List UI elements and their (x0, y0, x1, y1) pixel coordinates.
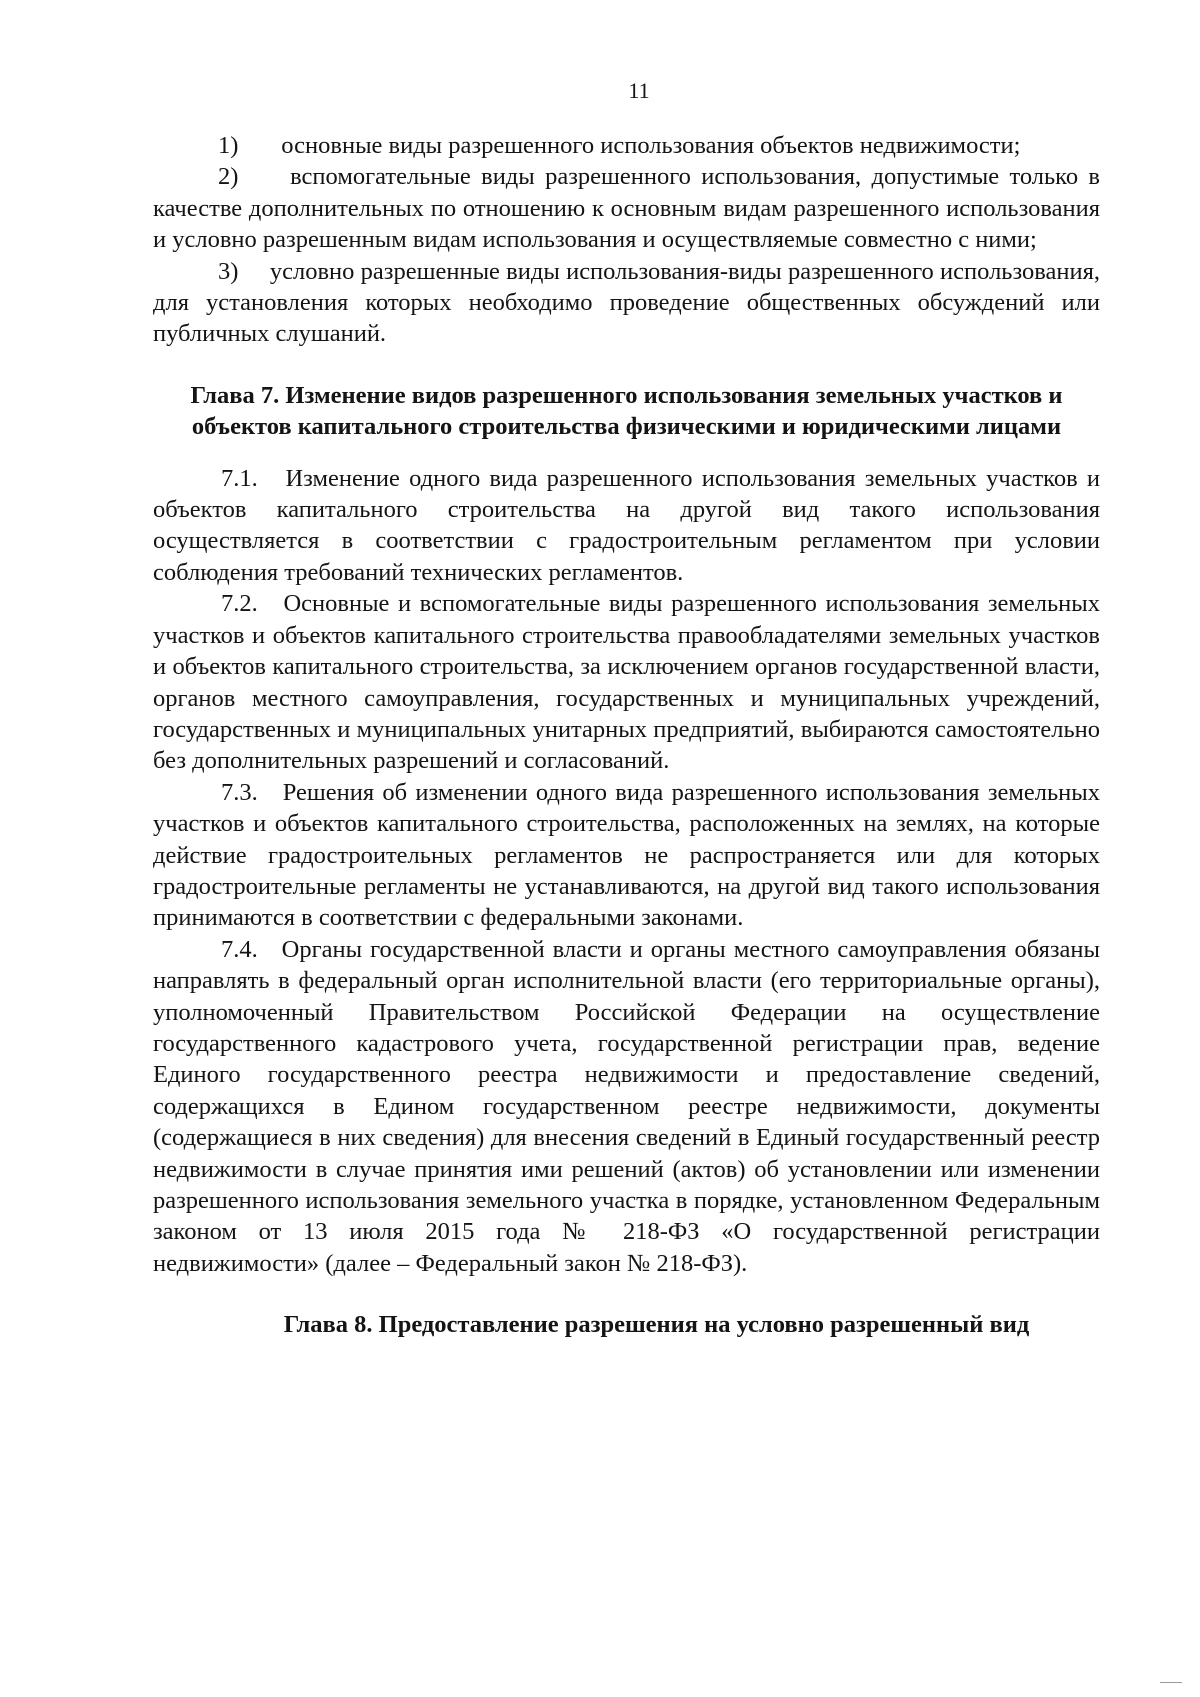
list-item-number: 3) (218, 257, 239, 285)
list-item (153, 130, 1100, 161)
paragraph-text: Органы государственной власти и органы местного самоуправления обязаны направлять в федеральный орган исполнительной власти (его территориальные органы), уполномоченный Правительством Российской Федерации на осуществление государственного кадастрового учета, государственной регистрации прав, ведение Единого государственного реестра недвижимости и предоставление сведений, содержащихся в Едином государственном реестре недвижимости, документы (содержащиеся в них сведения) для внесения сведений в Единый государственный реестр недвижимости в случае принятия ими решений (актов) об установлении или изменении разрешенного использования земельного участка в порядке, установленном Федеральным законом от 13 июля 2015 года № 218-ФЗ «О государственной регистрации недвижимости» (далее – Федеральный закон № 218-ФЗ). (153, 935, 1100, 1277)
paragraph-text: Основные и вспомогательные виды разрешенного использования земельных участков и объектов капитального строительства правообладателями земельных участков и объектов капитального строительства, за исключением органов государственной власти, органов местного самоуправления, государственных и муниципальных учреждений, государственных и муниципальных унитарных предприятий, выбираются самостоятельно без дополнительных разрешений и согласований. (153, 590, 1101, 775)
list-item-text: основные виды разрешенного использования объектов недвижимости; (281, 132, 1021, 159)
list-item-number: 1) (218, 132, 239, 159)
paragraph-text: Изменение одного вида разрешенного использования земельных участков и объектов капитального строительства на другой вид такого использования осуществляется в соответствии с градостроительным регламентом при условии соблюдения требований технических регламентов. (153, 464, 1101, 586)
list-item (153, 161, 1100, 255)
paragraph-7-1 (153, 463, 1100, 589)
paragraph-number: 7.1. (221, 464, 258, 492)
list-item-text: вспомогательные виды разрешенного использования, допустимые только в качестве дополнительных по отношению к основным видам разрешенного использования и условно разрешенным видам использования и осуществляемые совместно с ними; (153, 163, 1100, 254)
scan-artifact (1160, 1682, 1182, 1683)
list-item (153, 256, 1100, 350)
paragraph-number: 7.3. (221, 778, 258, 806)
paragraph-7-3 (153, 777, 1100, 934)
paragraph-number: 7.4. (221, 935, 258, 963)
paragraph-number: 7.2. (221, 590, 258, 618)
chapter-7-heading: Глава 7. Изменение видов разрешенного использования земельных участков и объектов капитального строительства физическими и юридическими лицами (190, 381, 1063, 441)
paragraph-7-4 (153, 934, 1100, 1279)
paragraph-7-2 (153, 588, 1100, 776)
page-number: 11 (628, 78, 650, 103)
list-item-number: 2) (218, 163, 239, 191)
paragraph-text: Решения об изменении одного вида разрешенного использования земельных участков и объектов капитального строительства, расположенных на землях, на которые действие градостроительных регламентов не распространяется или для которых градостроительные регламенты не устанавливаются, на другой вид такого использования принимаются в соответствии с федеральными законами. (153, 778, 1100, 932)
chapter-8-heading: Глава 8. Предоставление разрешения на условно разрешенный вид (283, 1311, 1030, 1339)
list-item-text: условно разрешенные виды использования-виды разрешенного использования, для установления которых необходимо проведение общественных обсуждений или публичных слушаний. (153, 257, 1101, 348)
